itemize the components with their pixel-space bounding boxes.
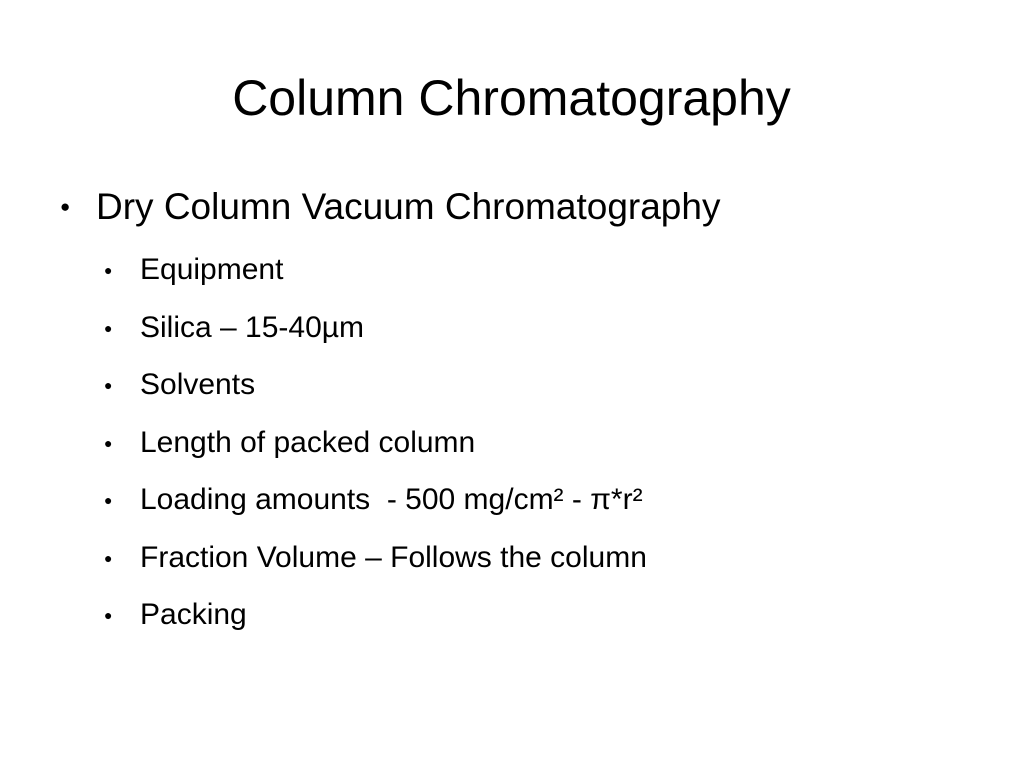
main-bullet-item (60, 184, 720, 230)
bullet-icon: ● (104, 607, 113, 623)
sub-bullet-item (104, 308, 647, 366)
sub-bullet-item (104, 595, 647, 653)
bullet-icon: ● (104, 434, 113, 451)
sub-bullet-text: Fraction Volume – Follows the column (140, 540, 647, 574)
bullet-icon: ● (104, 377, 113, 393)
sub-bullet-text: Silica – 15-40µm (140, 310, 365, 344)
sub-bullet-text: Packing (140, 598, 247, 631)
sub-bullet-text: Equipment (140, 253, 284, 286)
sub-bullet-text: Solvents (140, 368, 256, 401)
sub-bullet-item (104, 250, 647, 308)
bullet-icon: ● (60, 197, 71, 216)
bullet-icon: ● (104, 492, 113, 508)
bullet-icon: ● (104, 262, 113, 278)
sub-bullet-item (104, 423, 647, 481)
bullet-icon: ● (104, 549, 113, 566)
sub-bullet-item (104, 365, 647, 423)
main-bullet-text: Dry Column Vacuum Chromatography (96, 186, 721, 227)
sub-bullet-list (104, 250, 647, 653)
bullet-icon: ● (104, 319, 113, 336)
sub-bullet-item (104, 538, 647, 596)
sub-bullet-text: Loading amounts - 500 mg/cm² - π*r² (140, 483, 643, 516)
sub-bullet-item (104, 480, 647, 538)
sub-bullet-text: Length of packed column (140, 425, 476, 459)
slide-title: Column Chromatography (232, 70, 791, 126)
